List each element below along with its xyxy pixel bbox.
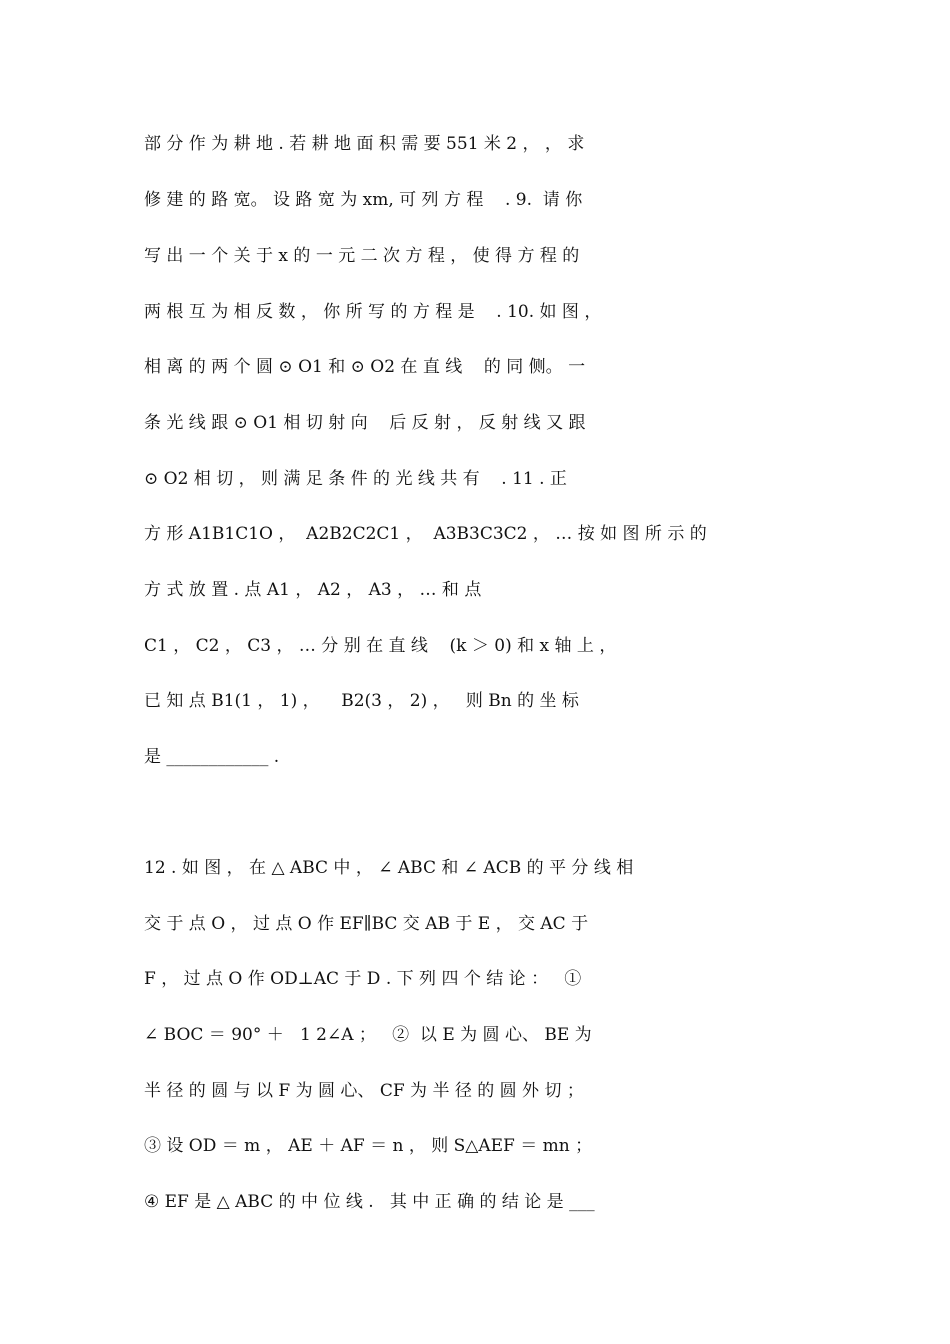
text-line-19: ④ EF 是 △ ABC 的 中 位 线 . 其 中 正 确 的 结 论 是 ___ — [144, 1192, 595, 1212]
text-line-17: 半 径 的 圆 与 以 F 为 圆 心、 CF 为 半 径 的 圆 外 切 ； — [144, 1081, 584, 1101]
text-line-10: C1 ， C2 ， C3 ， … 分 别 在 直 线 (k ＞ 0) 和 x 轴 上 ， — [144, 636, 617, 656]
text-line-11: 已 知 点 B1(1 ， 1) ， B2(3 ， 2) ， 则 Bn 的 坐 标 — [144, 691, 579, 711]
text-line-15: F ， 过 点 O 作 OD⊥AC 于 D . 下 列 四 个 结 论 ： ① — [144, 969, 582, 989]
text-line-13: 12 . 如 图 ， 在 △ ABC 中 ， ∠ ABC 和 ∠ ACB 的 平 分 线 相 — [144, 858, 634, 878]
text-line-14: 交 于 点 O ， 过 点 O 作 EF∥BC 交 AB 于 E ， 交 AC 于 — [144, 914, 589, 934]
text-line-16: ∠ BOC ＝ 90° ＋ 1 2∠A ； ② 以 E 为 圆 心、 BE 为 — [144, 1025, 592, 1045]
text-line-18: ③ 设 OD ＝ m ， AE ＋ AF ＝ n ， 则 S△AEF ＝ mn ； — [144, 1136, 593, 1156]
text-line-12: 是 ____________ . — [144, 747, 280, 767]
text-line-5: 相 离 的 两 个 圆 ⊙ O1 和 ⊙ O2 在 直 线 的 同 侧。 一 — [144, 357, 586, 377]
text-line-8: 方 形 A1B1C1O ， A2B2C2C1 ， A3B3C3C2 ， … 按 如 图 所 示 的 — [144, 524, 707, 544]
text-line-4: 两 根 互 为 相 反 数 ， 你 所 写 的 方 程 是 . 10. 如 图 ， — [144, 302, 602, 322]
text-line-1: 部 分 作 为 耕 地 . 若 耕 地 面 积 需 要 551 米 2 ， ， 求 — [144, 134, 585, 154]
text-line-6: 条 光 线 跟 ⊙ O1 相 切 射 向 后 反 射 ， 反 射 线 又 跟 — [144, 413, 586, 433]
text-line-2: 修 建 的 路 宽。 设 路 宽 为 xm, 可 列 方 程 . 9. 请 你 — [144, 190, 583, 210]
text-line-7: ⊙ O2 相 切 ， 则 满 足 条 件 的 光 线 共 有 . 11 . 正 — [144, 469, 567, 489]
text-line-9: 方 式 放 置 . 点 A1 ， A2 ， A3 ， … 和 点 — [144, 580, 482, 600]
text-line-3: 写 出 一 个 关 于 x 的 一 元 二 次 方 程 ， 使 得 方 程 的 — [144, 246, 580, 266]
